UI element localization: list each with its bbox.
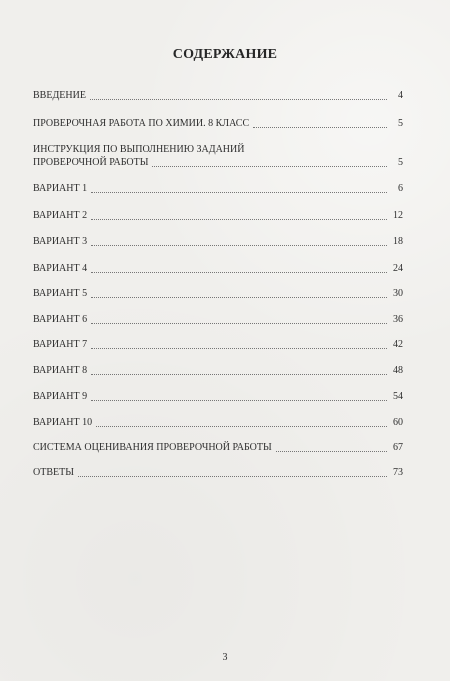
toc-entry-variant-9[interactable] <box>33 391 403 403</box>
toc-entry-label: СИСТЕМА ОЦЕНИВАНИЯ ПРОВЕРОЧНОЙ РАБОТЫ <box>33 442 272 453</box>
toc-entry-label: ВВЕДЕНИЕ <box>33 90 86 101</box>
toc-entry-variant-1[interactable] <box>33 183 403 195</box>
toc-entry-instructions[interactable] <box>33 144 403 169</box>
toc-entry-label: ВАРИАНТ 4 <box>33 263 88 274</box>
dot-leader <box>91 219 387 220</box>
toc-entry-row <box>33 263 403 275</box>
toc-entry-variant-10[interactable] <box>33 417 403 429</box>
toc-entry-label-line-1: ИНСТРУКЦИЯ ПО ВЫПОЛНЕНИЮ ЗАДАНИЙ <box>33 144 245 155</box>
dot-leader <box>91 245 387 246</box>
dot-leader <box>91 348 387 349</box>
toc-entry-label: ВАРИАНТ 2 <box>33 210 88 221</box>
toc-page-number: 5 <box>398 118 403 129</box>
toc-page-number: 30 <box>393 288 403 299</box>
toc-entry-label: ВАРИАНТ 5 <box>33 288 88 299</box>
toc-entry-row <box>33 236 403 248</box>
toc-entry-variant-7[interactable] <box>33 339 403 351</box>
toc-entry-variant-6[interactable] <box>33 314 403 326</box>
toc-entry-label: ВАРИАНТ 8 <box>33 365 88 376</box>
toc-entry-row <box>33 183 403 195</box>
toc-entry-row <box>33 90 403 102</box>
dot-leader <box>152 166 387 167</box>
toc-page-number: 73 <box>393 467 403 478</box>
dot-leader <box>91 323 387 324</box>
dot-leader <box>91 400 387 401</box>
dot-leader <box>253 127 387 128</box>
toc-entry-introduction[interactable] <box>33 90 403 102</box>
toc-page-number: 48 <box>393 365 403 376</box>
toc-entry-row <box>33 339 403 351</box>
toc-entry-label-line-2: ПРОВЕРОЧНОЙ РАБОТЫ <box>33 157 149 168</box>
page-number: 3 <box>222 652 228 663</box>
toc-page-number: 4 <box>398 90 403 101</box>
toc-entry-row <box>33 442 403 454</box>
dot-leader <box>91 374 387 375</box>
toc-page-number: 12 <box>393 210 403 221</box>
toc-entry-label: ОТВЕТЫ <box>33 467 74 478</box>
toc-entry-variant-3[interactable] <box>33 236 403 248</box>
toc-entry-answers[interactable] <box>33 467 403 479</box>
dot-leader <box>96 426 387 427</box>
toc-entry-row <box>33 210 403 222</box>
toc-entry-row <box>33 314 403 326</box>
toc-entry-variant-2[interactable] <box>33 210 403 222</box>
toc-entry-variant-4[interactable] <box>33 263 403 275</box>
toc-entry-row <box>33 391 403 403</box>
toc-entry-label: ВАРИАНТ 10 <box>33 417 93 428</box>
toc-entry-row <box>33 417 403 429</box>
toc-entry-row <box>33 157 403 169</box>
toc-entry-evaluation-system[interactable] <box>33 442 403 454</box>
dot-leader <box>78 476 387 477</box>
toc-entry-label: ВАРИАНТ 3 <box>33 236 88 247</box>
toc-entry-label: ВАРИАНТ 7 <box>33 339 88 350</box>
toc-entry-label: ПРОВЕРОЧНАЯ РАБОТА ПО ХИМИИ. 8 КЛАСС <box>33 118 250 129</box>
toc-page-number: 5 <box>398 157 403 168</box>
toc-entry-label: ВАРИАНТ 9 <box>33 391 88 402</box>
toc-entry-chemistry-work[interactable] <box>33 118 403 130</box>
toc-entry-row <box>33 467 403 479</box>
toc-entry-variant-8[interactable] <box>33 365 403 377</box>
dot-leader <box>91 297 387 298</box>
dot-leader <box>90 99 387 100</box>
toc-page-number: 54 <box>393 391 403 402</box>
dot-leader <box>91 192 387 193</box>
toc-entry-row <box>33 288 403 300</box>
toc-entry-row <box>33 365 403 377</box>
toc-entry-variant-5[interactable] <box>33 288 403 300</box>
toc-page-number: 67 <box>393 442 403 453</box>
dot-leader <box>91 272 387 273</box>
toc-page-number: 42 <box>393 339 403 350</box>
dot-leader <box>276 451 387 452</box>
toc-page-number: 6 <box>398 183 403 194</box>
toc-page-number: 24 <box>393 263 403 274</box>
toc-page-number: 36 <box>393 314 403 325</box>
toc-entry-label: ВАРИАНТ 1 <box>33 183 88 194</box>
page-title: СОДЕРЖАНИЕ <box>172 47 278 62</box>
toc-page-number: 60 <box>393 417 403 428</box>
toc-entry-label: ВАРИАНТ 6 <box>33 314 88 325</box>
toc-entry-row <box>33 118 403 130</box>
toc-page-number: 18 <box>393 236 403 247</box>
